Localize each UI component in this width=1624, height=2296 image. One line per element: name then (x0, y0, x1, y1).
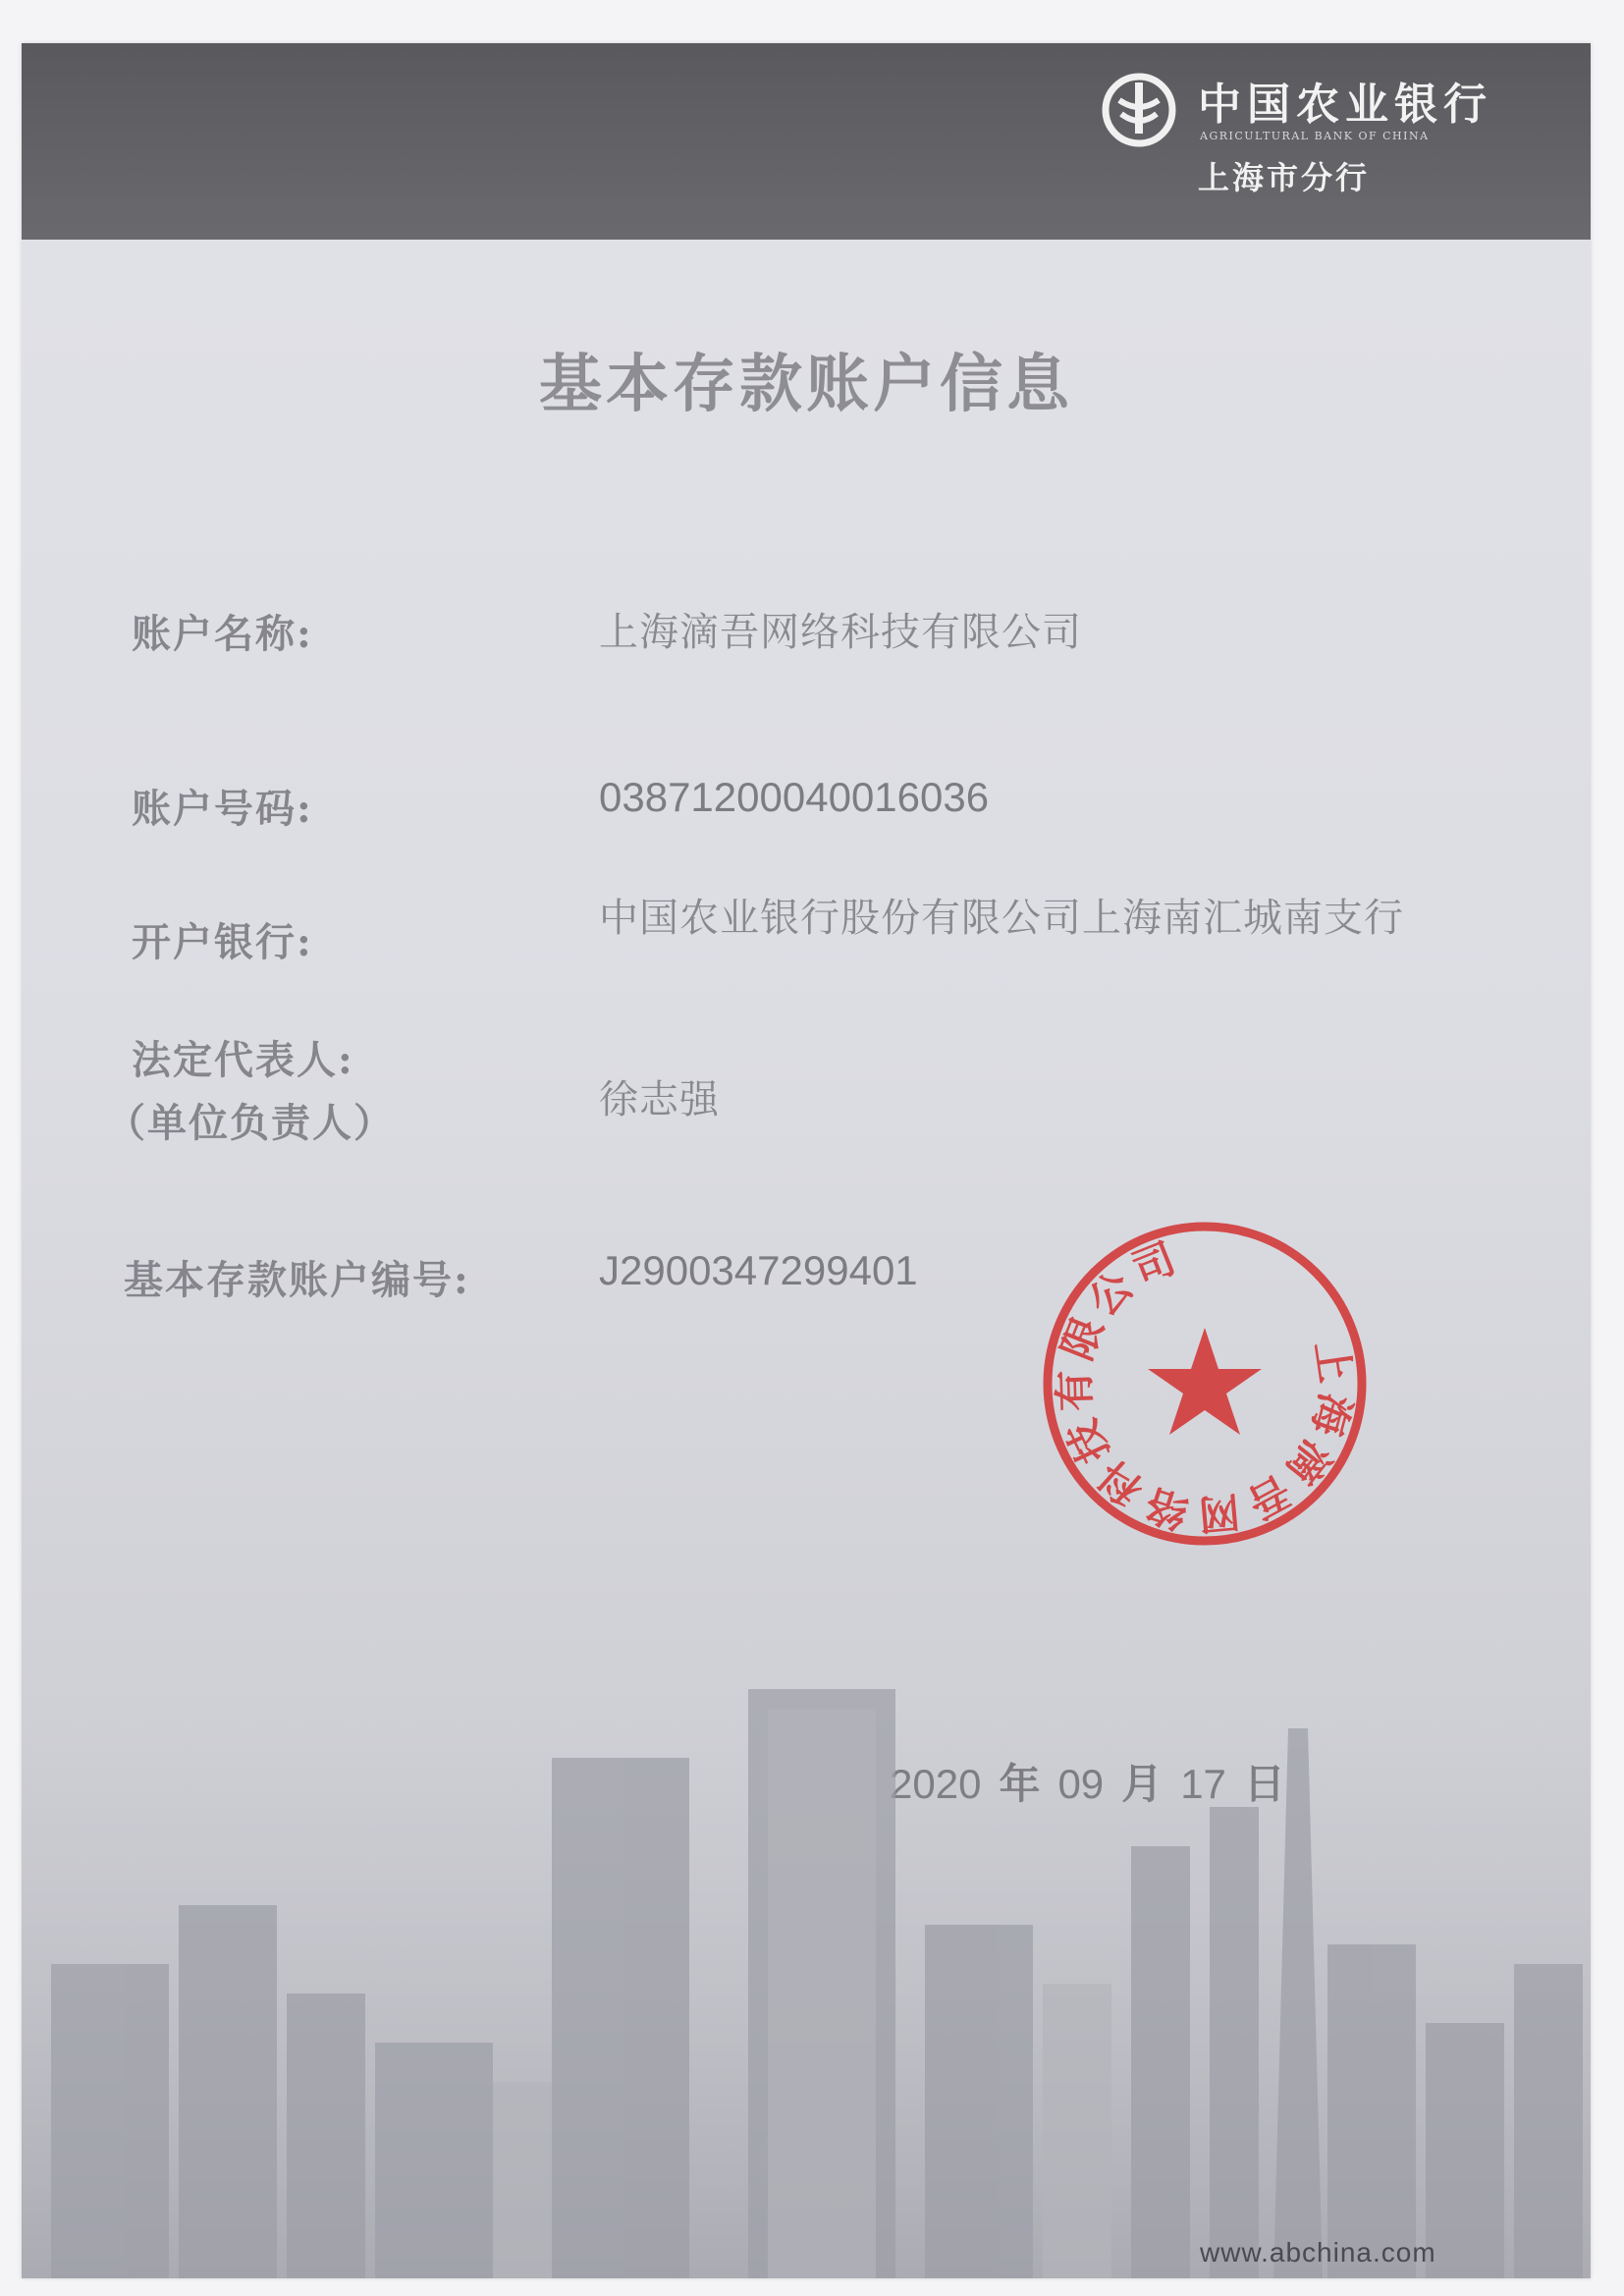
document-title: 基本存款账户信息 (539, 348, 1073, 421)
abc-logo-icon (1100, 71, 1178, 149)
account-number-value: 03871200040016036 (599, 774, 990, 820)
legal-rep-sublabel: （单位负责人） (106, 1100, 395, 1146)
account-name-label: 账户名称: (132, 611, 313, 657)
account-name-value: 上海滴吾网络科技有限公司 (599, 610, 1082, 655)
legal-rep-value: 徐志强 (599, 1077, 720, 1122)
bank-name-cn: 中国农业银行 (1198, 80, 1492, 130)
opening-bank-value: 中国农业银行股份有限公司上海南汇城南支行 (599, 896, 1404, 941)
opening-bank-label: 开户银行: (132, 919, 313, 965)
account-number-label: 账户号码: (132, 786, 313, 832)
branch-name: 上海市分行 (1198, 159, 1371, 196)
legal-rep-label: 法定代表人: (132, 1037, 354, 1083)
bank-name-en: AGRICULTURAL BANK OF CHINA (1200, 130, 1430, 142)
footer-website: www.abchina.com (1200, 2237, 1436, 2268)
city-skyline-background (22, 1669, 1591, 2278)
company-seal (1033, 1212, 1377, 1556)
document-sheet (22, 43, 1591, 2278)
basic-account-code-label: 基本存款账户编号: (124, 1257, 470, 1303)
star-icon (1148, 1328, 1262, 1435)
basic-account-code-value: J2900347299401 (599, 1247, 918, 1293)
header-band (22, 43, 1591, 240)
seal-text: 上海滴吾网络科技有限公司 (1050, 1231, 1361, 1540)
